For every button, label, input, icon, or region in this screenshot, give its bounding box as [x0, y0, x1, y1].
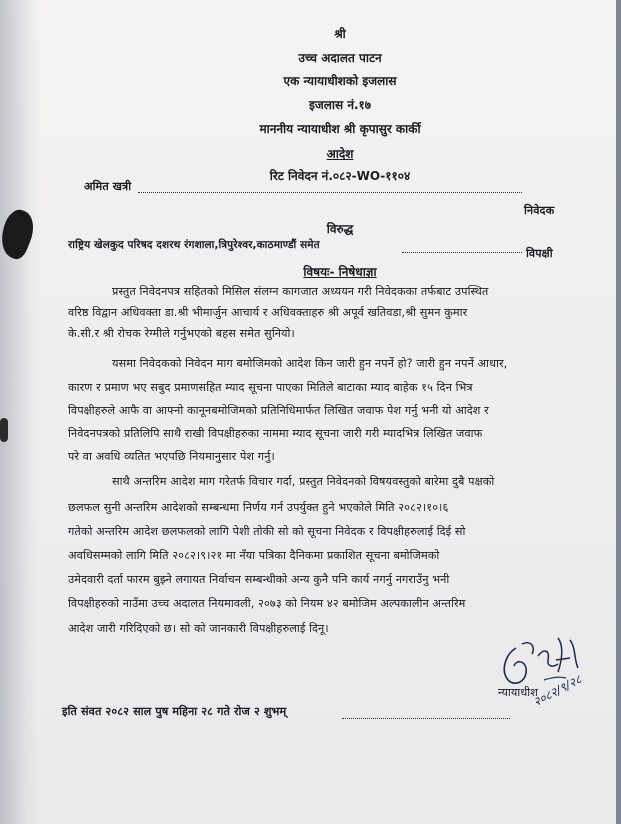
para1-line: प्रस्तुत निवेदनपत्र सहितको मिसिल संलग्न कागजात अध्ययन गरी निवेदकका तर्फबाट उपस्थित — [112, 285, 489, 298]
para2-line: यसमा निवेदकको निवेदन माग बमोजिमको आदेश किन जारी हुन नपर्ने हो? जारी हुन नपर्ने आधार, — [112, 357, 508, 370]
para2-line: निवेदनपत्रको प्रतिलिपि साथै राखी विपक्षीहरुका नाममा म्याद सूचना जारी गरी म्यादभित्र लिखित जवाफ — [68, 427, 483, 440]
para3-line: अवधिसम्मको लागि मिति २०८२।९।२१ मा नँया पत्रिका दैनिकमा प्रकाशित सूचना बमोजिमको — [68, 549, 440, 562]
petitioner-role: निवेदक — [524, 204, 555, 217]
signature-date: २०८२/९/२८ — [530, 672, 585, 710]
court-name: उच्च अदालत पाटन — [298, 51, 382, 65]
scan-shadow — [0, 0, 40, 824]
para2-line: विपक्षीहरुले आफै वा आफ्नो कानूनबमोजिमको प्रतिनिधिमार्फत लिखित जवाफ पेश गर्नु भनी यो आदेश र — [68, 404, 489, 417]
respondent-role: विपक्षी — [526, 247, 553, 260]
ink-mark-small — [0, 418, 8, 442]
petitioner-name: अमित खत्री — [84, 180, 132, 193]
petitioner-dots — [138, 192, 522, 193]
para3-line: छलफल सुनी अन्तरिम आदेशको सम्बन्धमा निर्णय गर्न उपर्युक्त हुने भएकोले मिति २०८२।१०।६ — [68, 501, 449, 514]
para3-line: साथै अन्तरिम आदेश माग गरेतर्फ विचार गर्दा, प्रस्तुत निवेदनको विषयवस्तुको बारेमा दुबै पक्षको — [112, 475, 495, 488]
para2-line: परे वा अवधि व्यतित भएपछि नियमानुसार पेश गर्नु। — [68, 450, 275, 463]
para1-line: वरिष्ठ विद्वान अधिवक्ता डा.श्री भीमार्जुन आचार्य र अधिवक्ताहरु श्री अपूर्व खतिवडा,श्री सुमन कुमार — [68, 306, 468, 319]
para3-line: उमेदवारी दर्ता फारम बुझ्ने लगायत निर्वाचन सम्बन्धीको अन्य कुनै पनि कार्य नगर्नु नगराउँनु भनी — [68, 573, 450, 586]
respondent-name: राष्ट्रिय खेलकुद परिषद दशरथ रंगशाला,त्रिपुरेश्वर,काठमाण्डौं समेत — [68, 239, 320, 251]
footer-date-line: इति संवत २०८२ साल पुष महिना २८ गते रोज २ शुभम् — [62, 705, 287, 718]
subject-line: विषयः- निषेधाज्ञा — [303, 265, 377, 279]
para3-line: आदेश जारी गरिदिएको छ। सो को जानकारी विपक्षीहरुलाई दिनू। — [68, 622, 329, 635]
para3-line: विपक्षीहरुको नाउँमा उच्च अदालत नियमावली, २०७३ को नियम ४२ बमोजिम अल्पकालीन अन्तरिम — [68, 597, 466, 610]
para2-line: कारण र प्रमाण भए सबुद प्रमाणसहित म्याद सूचना पाएका मितिले बाटाका म्याद बाहेक १५ दिन भित्र — [68, 381, 473, 394]
signature-designation: न्यायाधीश — [498, 686, 538, 699]
bench-number: इजलास नं.१७ — [308, 98, 372, 112]
respondent-dots — [402, 252, 522, 253]
footer-dots — [342, 718, 510, 719]
header-shree: श्री — [334, 27, 346, 41]
writ-number: रिट निवेदन नं.०८२-WO-११०४ — [269, 169, 411, 183]
order-title: आदेश — [326, 147, 354, 161]
para3-line: गतेको अन्तरिम आदेश छलफलको लागि पेशी तोकी सो को सूचना निवेदक र विपक्षीहरुलाई दिई सो — [68, 525, 466, 538]
para1-line: के.सी.र श्री रोचक रेग्मीले गर्नुभएको बहस समेत सुनियो। — [68, 327, 295, 340]
judge-name: माननीय न्यायाधीश श्री कृपासुर कार्की — [259, 122, 421, 136]
bench-name: एक न्यायाधीशको इजलास — [283, 74, 397, 88]
versus: विरुद्ध — [326, 222, 354, 236]
